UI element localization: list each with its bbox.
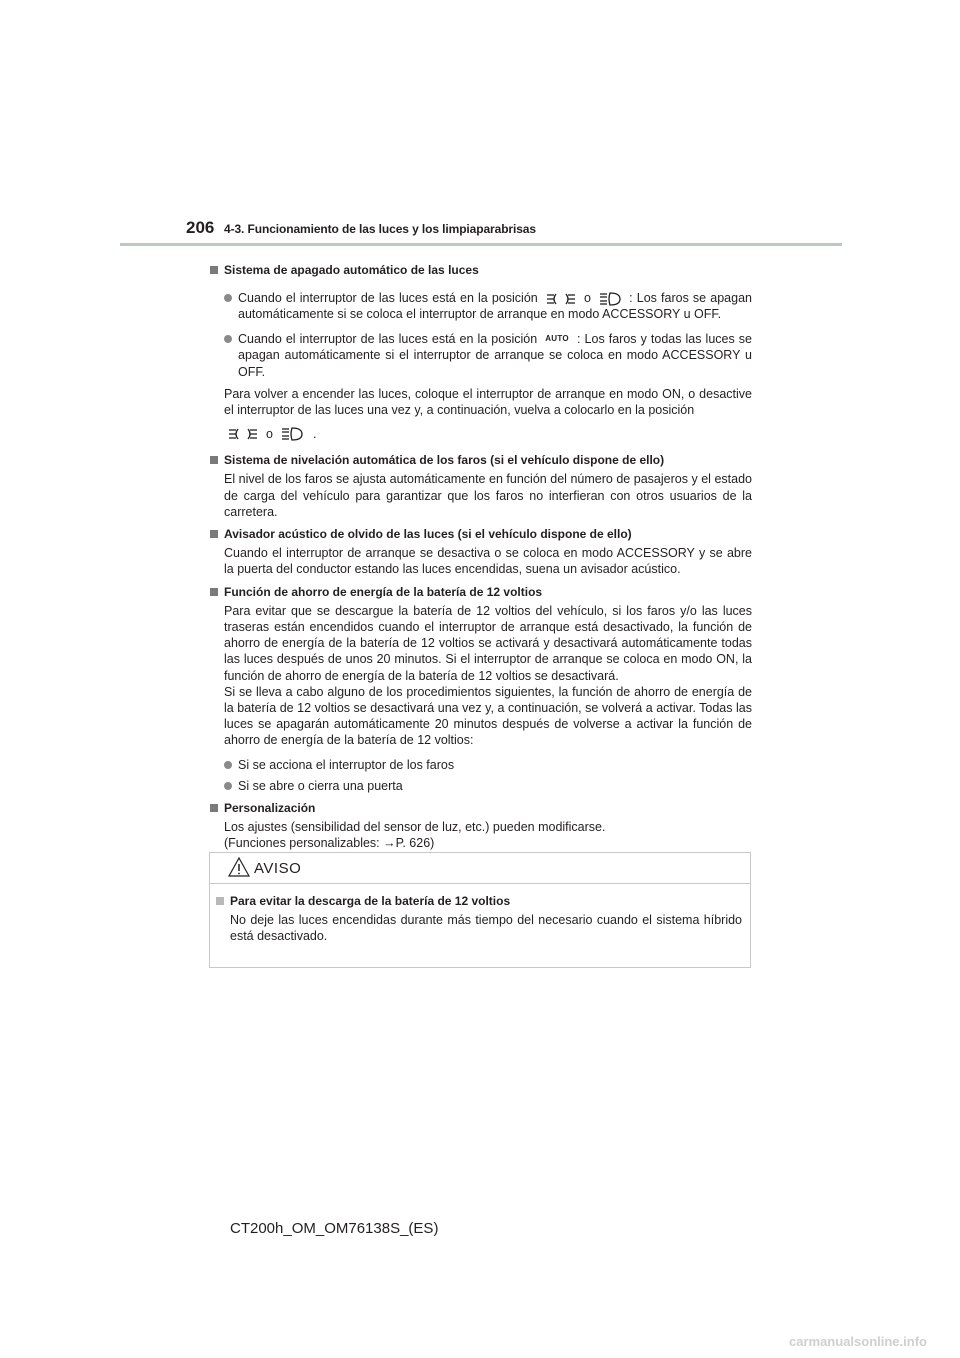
- round-bullet-icon: [224, 782, 232, 790]
- square-bullet-icon: [210, 266, 218, 274]
- section-heading-battery-saver: Función de ahorro de energía de la batería de 12 voltios: [210, 584, 752, 600]
- section-heading-auto-leveling: Sistema de nivelación automática de los faros (si el vehículo dispone de ello): [210, 452, 752, 468]
- square-bullet-icon: [210, 804, 218, 812]
- paragraph: Para volver a encender las luces, coloque el interruptor de arranque en modo ON, o desactive el interruptor de las luces una vez y, a continuación, vuelva a colocarlo en la posición: [224, 386, 752, 418]
- paragraph: Cuando el interruptor de arranque se desactiva o se coloca en modo ACCESSORY y se abre la puerta del conductor estando las luces encendidas, suena un avisador acústico.: [224, 546, 752, 577]
- tail-light-icon: [228, 427, 258, 441]
- paragraph: El nivel de los faros se ajusta automáticamente en función del número de pasajeros y el estado de carga del vehículo para garantizar que los faros no interfieran con otros usuarios de la carretera.: [224, 472, 752, 519]
- paragraph: Si se lleva a cabo alguno de los procedimientos siguientes, la función de ahorro de energía de la batería de 12 voltios se desactivará una vez y, a continuación, se volverá a activar. Todas las luces se apagarán automáticamente 20 minutos después de volverse a activar la función de ahorro de energía de la batería de 12 voltios:: [224, 684, 752, 748]
- warning-subheading: Para evitar la descarga de la batería de 12 voltios: [216, 893, 742, 909]
- paragraph: No deje las luces encendidas durante más tiempo del necesario cuando el sistema híbrido está desactivado.: [230, 913, 742, 944]
- headlight-icon: [281, 427, 303, 441]
- square-bullet-icon: [210, 456, 218, 464]
- warning-box: [209, 852, 751, 968]
- square-bullet-icon: [216, 897, 224, 905]
- list-item: Cuando el interruptor de las luces está en la posición o : Los faros se apagan automáticamente si se coloca el interruptor de arranque en modo ACCESSORY u OFF.: [210, 290, 752, 322]
- watermark: carmanualsonline.info: [789, 1334, 927, 1349]
- list-item: Cuando el interruptor de las luces está en la posición AUTO : Los faros y todas las luces se apagan automáticamente si el interruptor de arranque se coloca en modo ACCESSORY u OFF.: [210, 331, 752, 380]
- warning-body: [216, 893, 742, 945]
- section-heading-customization: Personalización: [210, 800, 752, 816]
- header-rule: [120, 243, 842, 246]
- round-bullet-icon: [224, 294, 232, 302]
- section-heading-light-reminder: Avisador acústico de olvido de las luces (si el vehículo dispone de ello): [210, 526, 752, 542]
- document-code: CT200h_OM_OM76138S_(ES): [230, 1220, 439, 1237]
- list-item: Si se acciona el interruptor de los faros: [210, 757, 752, 773]
- list-item: Si se abre o cierra una puerta: [210, 778, 752, 794]
- warning-triangle-icon: [228, 857, 250, 877]
- headlight-icon: [599, 292, 621, 306]
- paragraph: Los ajustes (sensibilidad del sensor de luz, etc.) pueden modificarse.: [224, 820, 606, 835]
- warning-box-header: [210, 853, 750, 884]
- main-content: [210, 256, 752, 852]
- page-reference-link[interactable]: (Funciones personalizables: →P. 626): [224, 836, 435, 851]
- round-bullet-icon: [224, 335, 232, 343]
- section-heading-auto-off: Sistema de apagado automático de las luces: [210, 262, 752, 278]
- square-bullet-icon: [210, 588, 218, 596]
- tail-light-icon: [546, 292, 576, 306]
- section-title: 4-3. Funcionamiento de las luces y los limpiaparabrisas: [224, 222, 536, 236]
- icon-line: o .: [210, 422, 752, 446]
- warning-title: AVISO: [254, 860, 302, 877]
- square-bullet-icon: [210, 530, 218, 538]
- paragraph: Para evitar que se descargue la batería de 12 voltios del vehículo, si los faros y/o las luces traseras están encendidos cuando el interruptor de arranque está desactivado, la función de ahorro de energía de la batería de 12 voltios se activará y desactivará automáticamente todas las luces después de unos 20 minutos. Si el interruptor de arranque se coloca en modo ON, la función de ahorro de energía de la batería de 12 voltios se desactivará.: [224, 603, 752, 683]
- round-bullet-icon: [224, 761, 232, 769]
- auto-position-label: AUTO: [545, 334, 569, 344]
- page-number: 206: [186, 218, 215, 237]
